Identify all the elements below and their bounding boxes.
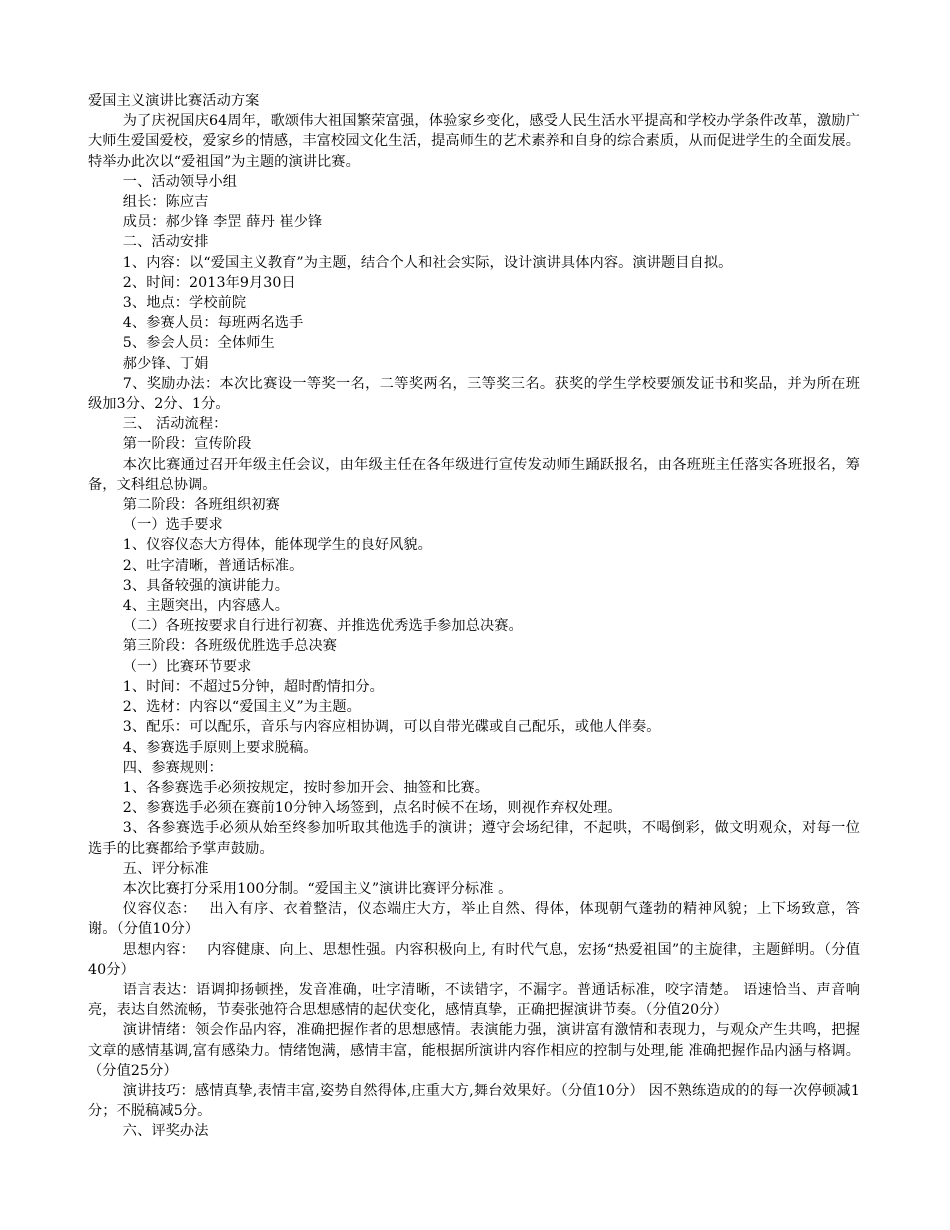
paragraph: 四、参赛规则：: [122, 759, 223, 776]
paragraph: 2、参赛选手必须在赛前10分钟入场签到，点名时候不在场，则视作弃权处理。: [122, 800, 622, 817]
paragraph: 第三阶段：各班级优胜选手总决赛: [122, 638, 338, 655]
paragraph: 三、 活动流程：: [122, 416, 228, 433]
paragraph: （一）比赛环节要求: [122, 658, 252, 675]
paragraph: 1、内容：以“爱国主义教育”为主题，结合个人和社会实际，设计演讲具体内容。演讲题目自拟。: [122, 254, 733, 271]
paragraph: 2、时间：2013年9月30日: [122, 274, 296, 291]
paragraph: 1、时间：不超过5分钟，超时酌情扣分。: [122, 678, 384, 695]
paragraph-list: [88, 111, 860, 1141]
document-title: 爱国主义演讲比赛活动方案: [88, 93, 260, 109]
paragraph: 3、地点：学校前院: [122, 295, 247, 312]
document-body: [88, 91, 860, 1142]
paragraph: 组长：陈应吉: [122, 194, 209, 211]
paragraph: 思想内容： 内容健康、向上、思想性强。内容积极向上, 有时代气息，宏扬“热爱祖国”的主旋律，主题鲜明。（分值40分）: [88, 941, 860, 978]
paragraph: 1、仪容仪态大方得体，能体现学生的良好风貌。: [122, 537, 432, 554]
paragraph: 二、活动安排: [122, 234, 209, 251]
paragraph: 4、参赛选手原则上要求脱稿。: [122, 739, 318, 756]
paragraph: 仪容仪态： 出入有序、衣着整洁，仪态端庄大方，举止自然、得体，体现朝气蓬勃的精神风貌；上下场致意，答谢。（分值10分）: [88, 901, 860, 938]
paragraph: 2、选材：内容以“爱国主义”为主题。: [122, 699, 361, 716]
paragraph: 4、主题突出，内容感人。: [122, 598, 290, 615]
paragraph: 为了庆祝国庆64周年，歌颂伟大祖国繁荣富强，体验家乡变化，感受人民生活水平提高和学校办学条件改革，激励广大师生爱国爱校，爱家乡的情感，丰富校园文化生活，提高师生的艺术素养和自身的综合素质，从而促进学生的全面发展。特举办此次以“爱祖国”为主题的演讲比赛。: [88, 113, 860, 170]
paragraph: 7、奖励办法：本次比赛设一等奖一名，二等奖两名，三等奖三名。获奖的学生学校要颁发证书和奖品，并为所在班级加3分、2分、1分。: [88, 375, 860, 413]
paragraph: 本次比赛通过召开年级主任会议，由年级主任在各年级进行宣传发动师生踊跃报名，由各班班主任落实各班报名，筹备，文科组总协调。: [88, 456, 860, 493]
paragraph: 5、参会人员：全体师生: [122, 335, 275, 352]
paragraph: 成员：郝少锋 李罡 薛丹 崔少锋: [122, 214, 323, 231]
paragraph: 3、配乐：可以配乐，音乐与内容应相协调，可以自带光碟或自己配乐，或他人伴奏。: [122, 719, 661, 736]
paragraph: 本次比赛打分采用100分制。“爱国主义”演讲比赛评分标准 。: [122, 880, 513, 897]
paragraph: （一）选手要求: [122, 517, 223, 534]
paragraph: 一、活动领导小组: [122, 173, 238, 190]
paragraph: 六、评奖办法: [122, 1123, 209, 1140]
paragraph: 4、参赛人员：每班两名选手: [122, 315, 304, 332]
paragraph: 第一阶段：宣传阶段: [122, 436, 252, 453]
paragraph: 第二阶段：各班组织初赛: [122, 497, 280, 514]
paragraph: （二）各班按要求自行进行初赛、并推选优秀选手参加总决赛。: [122, 618, 523, 635]
paragraph: 1、各参赛选手必须按规定，按时参加开会、抽签和比赛。: [122, 779, 490, 796]
paragraph: 3、具备较强的演讲能力。: [122, 577, 290, 594]
paragraph: 3、各参赛选手必须从始至终参加听取其他选手的演讲；遵守会场纪律，不起哄，不喝倒彩，做文明观众，对每一位选手的比赛都给予掌声鼓励。: [88, 820, 860, 857]
paragraph: 演讲情绪：领会作品内容，准确把握作者的思想感情。表演能力强，演讲富有激情和表现力，与观众产生共鸣，把握文章的感情基调,富有感染力。情绪饱满，感情丰富，能根据所演讲内容作相应的控制与处理,能 准确把握作品内涵与格调。（分值25分）: [88, 1022, 860, 1079]
paragraph: 语言表达：语调抑扬顿挫，发音准确，吐字清晰，不读错字，不漏字。普通话标准，咬字清楚。 语速恰当、声音响亮，表达自然流畅，节奏张弛符合思想感情的起伏变化，感情真挚，正确把握演讲节奏。（分值20分）: [88, 981, 860, 1019]
paragraph: 五、评分标准: [122, 860, 209, 877]
paragraph: 演讲技巧：感情真挚,表情丰富,姿势自然得体,庄重大方,舞台效果好。（分值10分） 因不熟练造成的的每一次停顿减1分；不脱稿减5分。: [88, 1082, 860, 1120]
paragraph: 郝少锋、丁娟: [122, 355, 209, 372]
paragraph: 2、吐字清晰，普通话标准。: [122, 557, 304, 574]
